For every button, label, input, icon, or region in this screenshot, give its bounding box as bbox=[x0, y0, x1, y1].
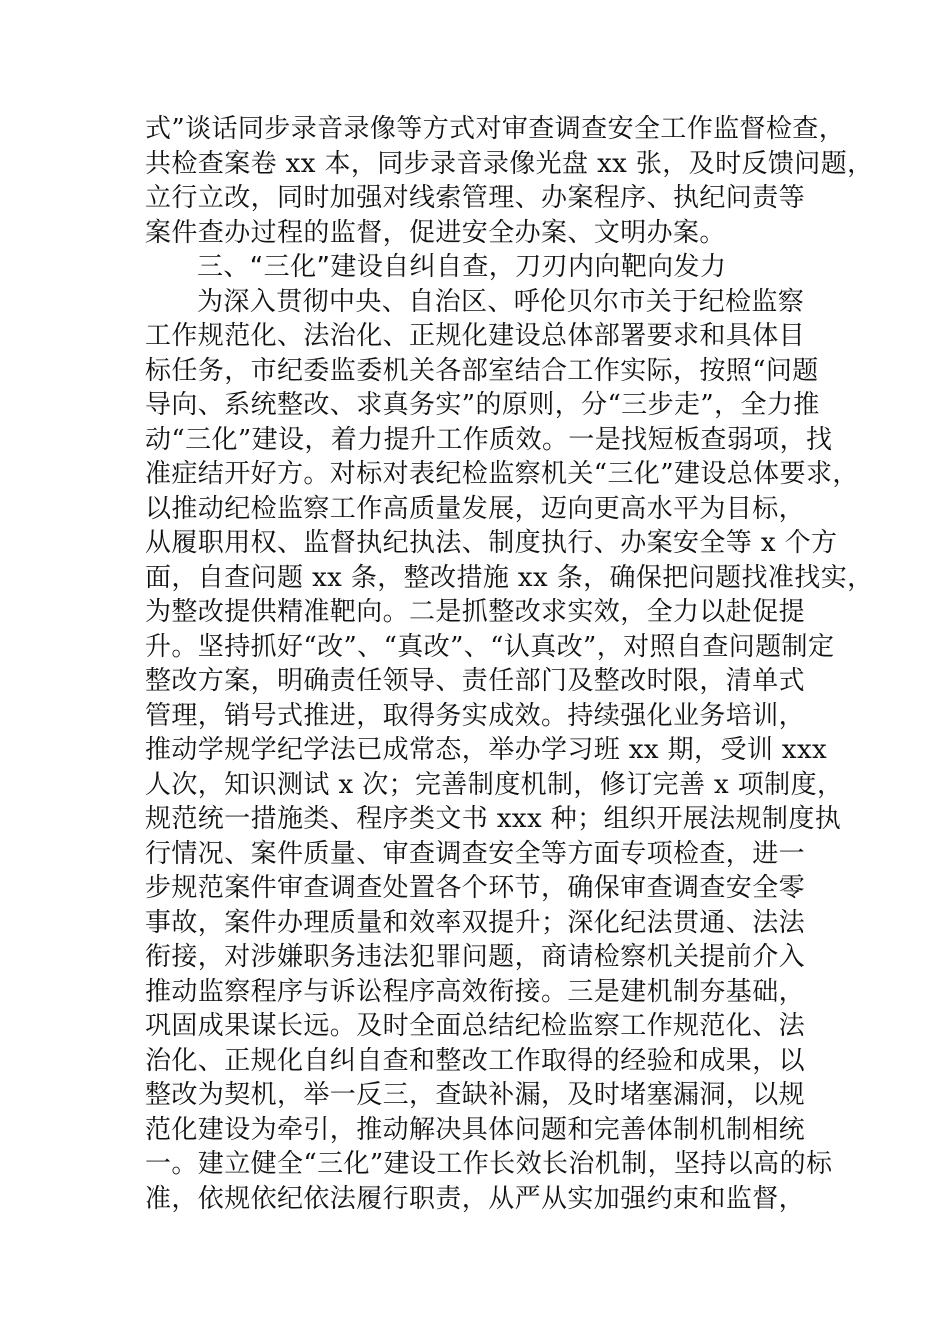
text-line: 推动学规学纪学法已成常态，举办学习班 xx 期，受训 xxx bbox=[145, 735, 828, 765]
text-line: 行情况、案件质量、审查调查安全等方面专项检查，进一 bbox=[145, 838, 806, 869]
text-line: 规范统一措施类、程序类文书 xxx 种；组织开展法规制度执 bbox=[145, 804, 842, 834]
text-line: 共检查案卷 xx 本，同步录音录像光盘 xx 张，及时反馈问题， bbox=[145, 148, 874, 179]
text-line: 以推动纪检监察工作高质量发展，迈向更高水平为目标， bbox=[145, 493, 806, 524]
text-line: 事故，案件办理质量和效率双提升；深化纪法贯通、法法 bbox=[145, 907, 806, 938]
text-line: 导向、系统整改、求真务实”的原则，分“三步走”，全力推 bbox=[145, 390, 820, 420]
text-line: 范化建设为牵引，推动解决具体问题和完善体制机制相统 bbox=[145, 1114, 806, 1145]
text-line: 一。建立健全“三化”建设工作长效长治机制，坚持以高的标 bbox=[145, 1149, 833, 1179]
text-line: 工作规范化、法治化、正规化建设总体部署要求和具体目 bbox=[145, 321, 806, 351]
text-line: 人次，知识测试 x 次；完善制度机制，修订完善 x 项制度， bbox=[145, 769, 844, 800]
text-line: 步规范案件审查调查处置各个环节，确保审查调查安全零 bbox=[145, 873, 806, 903]
text-line: 准，依规依纪依法履行职责，从严从实加强约束和监督， bbox=[145, 1183, 806, 1214]
text-line: 案件查办过程的监督，促进安全办案、文明办案。 bbox=[145, 217, 726, 248]
text-line: 为整改提供精准靶向。二是抓整改求实效，全力以赴促提 bbox=[145, 597, 806, 627]
text-line: 从履职用权、监督执纪执法、制度执行、办案安全等 x 个方 bbox=[145, 528, 838, 558]
text-line: 标任务，市纪委监委机关各部室结合工作实际，按照“问题 bbox=[145, 355, 819, 386]
text-line: 管理，销号式推进，取得务实成效。持续强化业务培训， bbox=[145, 700, 806, 731]
body-text bbox=[145, 112, 874, 1216]
text-line: 面，自查问题 xx 条，整改措施 xx 条，确保把问题找准找实， bbox=[145, 562, 874, 593]
text-line: 衔接，对涉嫌职务违法犯罪问题，商请检察机关提前介入 bbox=[145, 942, 806, 972]
text-line: 升。坚持抓好“改”、“真改”、“认真改”，对照自查问题制定 bbox=[145, 631, 835, 662]
text-line: 准症结开好方。对标对表纪检监察机关“三化”建设总体要求， bbox=[145, 459, 859, 489]
text-line: 为深入贯彻中央、自治区、呼伦贝尔市关于纪检监察 bbox=[197, 286, 805, 317]
text-line: 推动监察程序与诉讼程序高效衔接。三是建机制夯基础， bbox=[145, 976, 806, 1007]
text-line: 立行立改，同时加强对线索管理、办案程序、执纪问责等 bbox=[145, 183, 806, 213]
text-line: 整改为契机，举一反三，查缺补漏，及时堵塞漏洞，以规 bbox=[145, 1080, 806, 1110]
text-line: 治化、正规化自纠自查和整改工作取得的经验和成果，以 bbox=[145, 1045, 806, 1076]
section-heading: 三、“三化”建设自纠自查，刀刃内向靶向发力 bbox=[197, 252, 727, 282]
text-line: 整改方案，明确责任领导、责任部门及整改时限，清单式 bbox=[145, 666, 806, 696]
text-line: 动“三化”建设，着力提升工作质效。一是找短板查弱项，找 bbox=[145, 424, 833, 455]
text-line: 巩固成果谋长远。及时全面总结纪检监察工作规范化、法 bbox=[145, 1011, 806, 1041]
text-line: 式”谈话同步录音录像等方式对审查调查安全工作监督检查， bbox=[145, 114, 846, 144]
